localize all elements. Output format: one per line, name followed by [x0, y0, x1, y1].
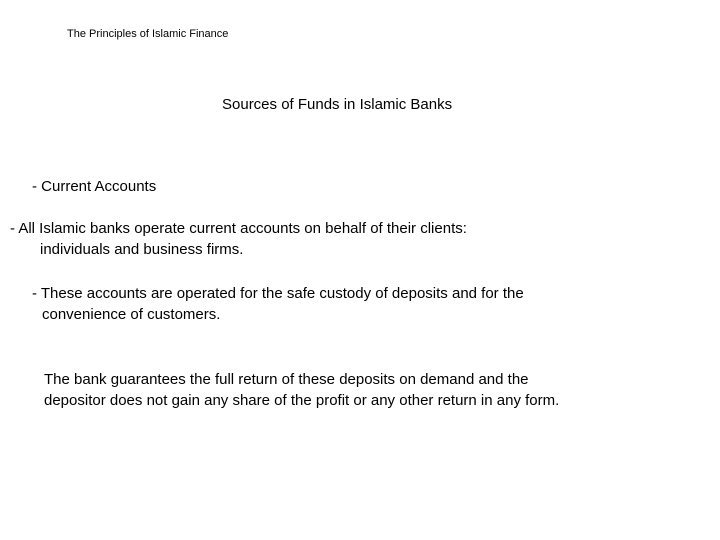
bullet-line: individuals and business firms.: [40, 241, 244, 258]
bullet-line: - These accounts are operated for the safe custody of deposits and for the: [32, 285, 524, 302]
bullet-safe-custody: [32, 283, 524, 325]
bullet-line: - All Islamic banks operate current accounts on behalf of their clients:: [10, 220, 467, 237]
bullet-current-accounts: [10, 218, 467, 260]
section-heading-text: - Current Accounts: [32, 178, 157, 195]
slide-header: The Principles of Islamic Finance: [67, 28, 229, 40]
section-heading: [32, 176, 156, 197]
paragraph-line: depositor does not gain any share of the profit or any other return in any form.: [44, 392, 560, 409]
slide-title: Sources of Funds in Islamic Banks: [222, 96, 453, 113]
bullet-line: convenience of customers.: [42, 306, 221, 323]
paragraph-line: The bank guarantees the full return of these deposits on demand and the: [44, 371, 529, 388]
guarantee-paragraph: [44, 369, 559, 411]
